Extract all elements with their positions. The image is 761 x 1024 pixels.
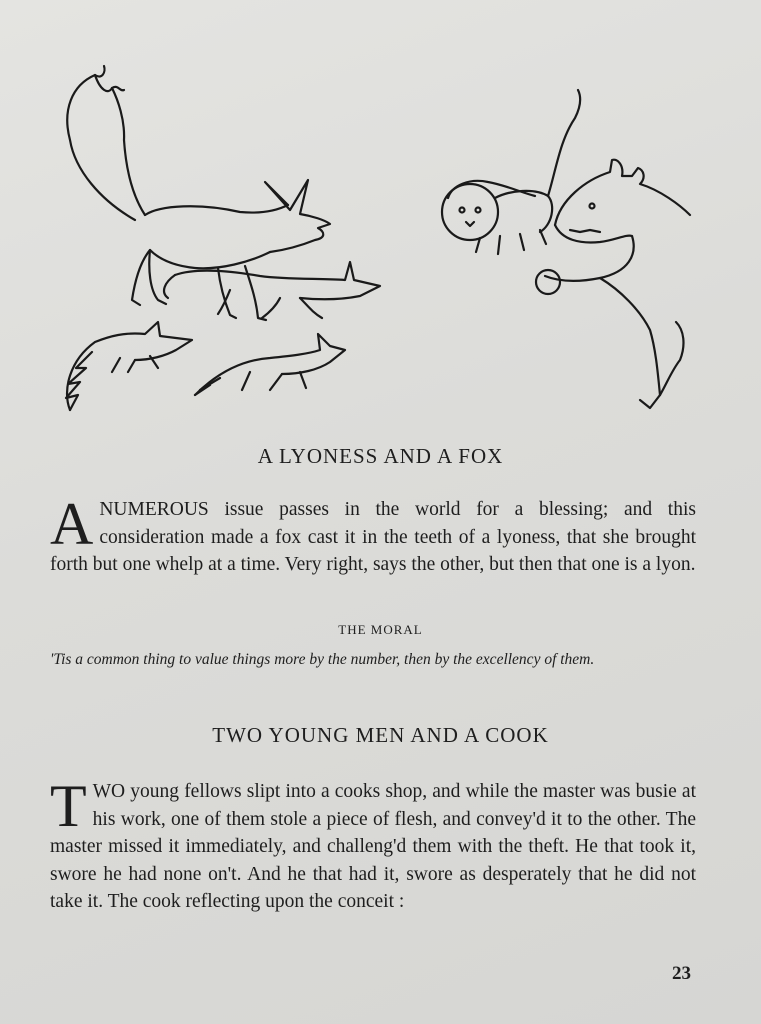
drop-cap: A [50,491,94,557]
fable-text: WO young fellows slipt into a cooks shop, and while the master was busie at his work, one of them stole a piece of flesh, and convey'd it to the other. The master missed it immediately, and challeng'd them with the theft. He that took it, swore he had none on't. And he that had it, swore as desperately that he did not take it. The cook reflecting upon the conceit : [50,781,696,912]
small-fox-left-drawing [66,322,192,410]
fable-body-cook [50,773,696,916]
fable-title-cook: TWO YOUNG MEN AND A COOK [212,723,549,747]
fable-title-lyoness: A LYONESS AND A FOX [257,444,504,468]
fable-text: NUMEROUS issue passes in the world for a blessing; and this consideration made a fox cast it in the teeth of a lyoness, that she brought forth but one whelp at a time. Very right, says the other, but then that one is a lyon. [50,499,696,575]
lion-cub-drawing [442,90,580,254]
moral-heading: THE MORAL [338,622,423,637]
small-fox-center-drawing [195,334,345,395]
moral-text: 'Tis a common thing to value things more by the number, then by the excellency of them. [50,651,595,668]
page-number: 23 [672,963,691,984]
lyoness-drawing [536,160,690,408]
fable-body-lyoness [50,491,696,579]
fox-lion-illustration [0,0,761,430]
drop-cap: T [50,773,87,839]
large-fox-drawing [67,66,330,320]
running-fox-drawing [164,262,380,318]
